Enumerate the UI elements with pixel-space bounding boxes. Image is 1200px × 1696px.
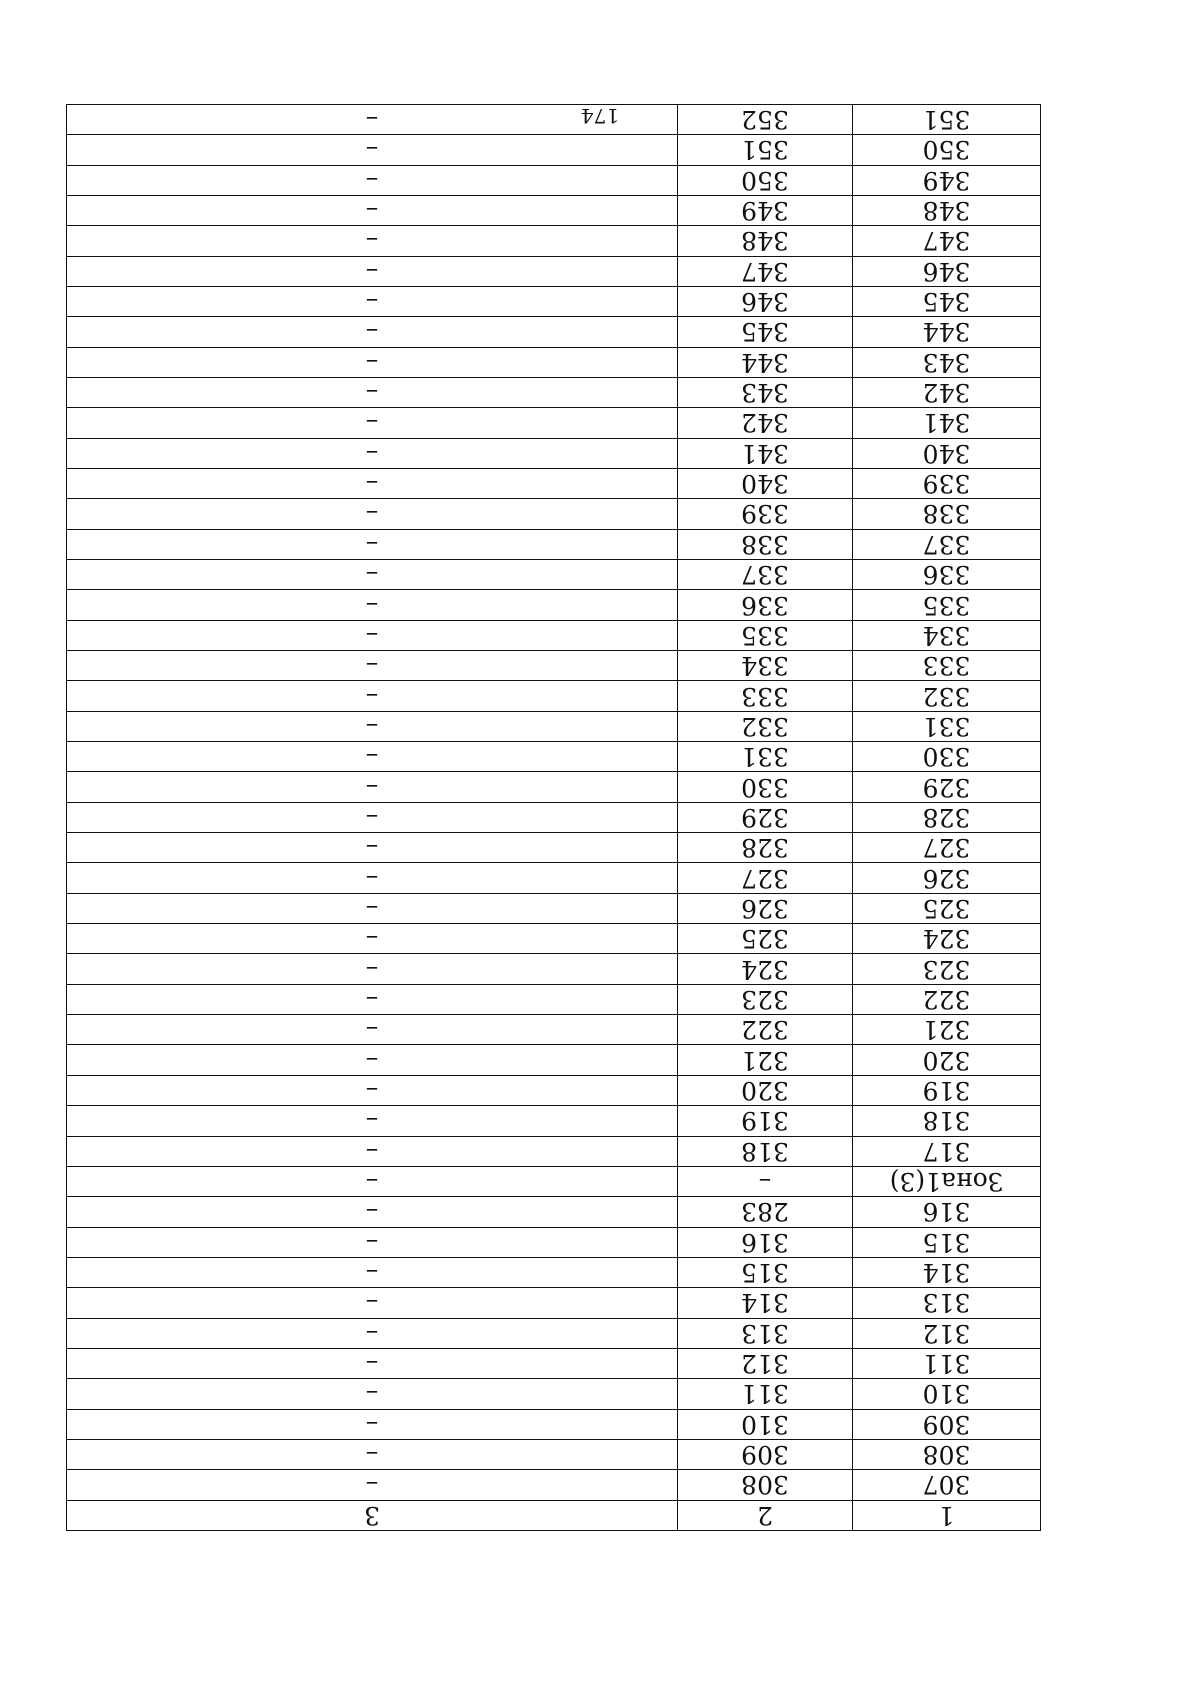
table-row	[67, 286, 1040, 316]
table-cell-col1: 349	[852, 166, 1040, 195]
table-cell-col2: 313	[677, 1319, 852, 1348]
table-cell-col3: –	[365, 863, 379, 893]
table-cell-col1: 309	[852, 1410, 1040, 1439]
table-cell-col3: –	[365, 196, 379, 226]
table-cell-col2: 351	[677, 135, 852, 164]
table-row	[67, 1348, 1040, 1378]
table-cell-col2: 320	[677, 1076, 852, 1105]
table-row	[67, 680, 1040, 710]
table-cell-col2: 346	[677, 287, 852, 316]
table-row	[67, 529, 1040, 559]
table-cell-col3: –	[365, 1045, 379, 1075]
table-cell-col3: –	[365, 1409, 379, 1439]
table-cell-col1: 307	[852, 1470, 1040, 1499]
table-cell-col3: –	[365, 165, 379, 195]
data-table	[66, 104, 1041, 1531]
table-cell-col1: 325	[852, 894, 1040, 923]
table-cell-col3: –	[365, 833, 379, 863]
table-cell-col2: 328	[677, 833, 852, 862]
table-cell-col1: 350	[852, 135, 1040, 164]
table-cell-col3: –	[365, 1015, 379, 1045]
table-row	[67, 134, 1040, 164]
table-cell-col2: 334	[677, 651, 852, 680]
table-row	[67, 1287, 1040, 1317]
table-row	[67, 256, 1040, 286]
table-cell-col1: 329	[852, 772, 1040, 801]
table-cell-col1: 333	[852, 651, 1040, 680]
table-body	[67, 105, 1040, 1530]
table-cell-col3: –	[365, 408, 379, 438]
table-cell-col3: –	[365, 256, 379, 286]
table-cell-col2: 322	[677, 1015, 852, 1044]
table-cell-col2: 333	[677, 681, 852, 710]
table-cell-col2: 325	[677, 924, 852, 953]
table-cell-col3: –	[365, 1349, 379, 1379]
table-cell-col3: –	[365, 105, 379, 135]
table-cell-col3: –	[365, 1136, 379, 1166]
table-cell-col2: 349	[677, 196, 852, 225]
table-cell-col3: –	[365, 226, 379, 256]
table-row	[67, 195, 1040, 225]
table-cell-col1: 317	[852, 1137, 1040, 1166]
table-cell-col1: 322	[852, 985, 1040, 1014]
table-row	[67, 1469, 1040, 1499]
table-cell-col2: 337	[677, 560, 852, 589]
table-cell-col1: 346	[852, 257, 1040, 286]
table-cell-col1: 339	[852, 469, 1040, 498]
table-cell-col1: 310	[852, 1379, 1040, 1408]
table-cell-col3: –	[365, 438, 379, 468]
table-cell-col1: 328	[852, 803, 1040, 832]
table-row	[67, 862, 1040, 892]
table-cell-col1: 324	[852, 924, 1040, 953]
table-row	[67, 225, 1040, 255]
table-cell-col3: –	[365, 590, 379, 620]
table-cell-col1: 334	[852, 621, 1040, 650]
table-cell-col1: 327	[852, 833, 1040, 862]
table-row	[67, 316, 1040, 346]
table-cell-col1: 331	[852, 712, 1040, 741]
table-row	[67, 347, 1040, 377]
table-cell-col2: 309	[677, 1440, 852, 1469]
table-cell-col3: –	[365, 1288, 379, 1318]
table-cell-col2: 338	[677, 530, 852, 559]
header-cell-3: 3	[364, 1500, 380, 1530]
table-row	[67, 468, 1040, 498]
table-row	[67, 1014, 1040, 1044]
table-cell-col3: –	[365, 742, 379, 772]
table-row	[67, 1378, 1040, 1408]
table-row	[67, 438, 1040, 468]
table-cell-col2: 310	[677, 1410, 852, 1439]
table-row	[67, 498, 1040, 528]
table-cell-col2: 335	[677, 621, 852, 650]
table-cell-col2: 342	[677, 408, 852, 437]
table-cell-col2: 343	[677, 378, 852, 407]
table-cell-col1: 315	[852, 1228, 1040, 1257]
table-row	[67, 1136, 1040, 1166]
table-cell-col2: 323	[677, 985, 852, 1014]
table-row	[67, 893, 1040, 923]
table-cell-col1: 318	[852, 1106, 1040, 1135]
table-cell-col3: –	[365, 984, 379, 1014]
table-cell-col3: –	[365, 681, 379, 711]
table-cell-col1: 330	[852, 742, 1040, 771]
table-cell-col3: –	[365, 954, 379, 984]
table-cell-col1: 332	[852, 681, 1040, 710]
table-cell-col3: –	[365, 469, 379, 499]
table-row	[67, 1409, 1040, 1439]
table-cell-col3: –	[365, 378, 379, 408]
table-row	[67, 953, 1040, 983]
table-cell-col2: 348	[677, 226, 852, 255]
table-header-row	[67, 1500, 1040, 1530]
table-cell-col3: –	[365, 772, 379, 802]
table-row	[67, 407, 1040, 437]
table-cell-col1: 337	[852, 530, 1040, 559]
table-cell-col3: –	[365, 1318, 379, 1348]
table-cell-col3: –	[365, 651, 379, 681]
table-row	[67, 589, 1040, 619]
table-cell-col3: –	[365, 529, 379, 559]
table-row	[67, 711, 1040, 741]
table-row	[67, 1166, 1040, 1196]
table-row	[67, 1227, 1040, 1257]
table-cell-col2: 315	[677, 1258, 852, 1287]
table-cell-col1: 348	[852, 196, 1040, 225]
table-cell-col1: 326	[852, 863, 1040, 892]
header-cell-2: 2	[677, 1501, 852, 1530]
table-cell-col2: 324	[677, 954, 852, 983]
page-number: 174	[580, 104, 620, 128]
table-cell-col1: 347	[852, 226, 1040, 255]
table-cell-col3: –	[365, 1197, 379, 1227]
table-cell-col3: –	[365, 893, 379, 923]
table-cell-col3: –	[365, 1167, 379, 1197]
table-row	[67, 650, 1040, 680]
table-cell-col3: –	[365, 1258, 379, 1288]
table-cell-col3: –	[365, 499, 379, 529]
table-cell-col1: 316	[852, 1197, 1040, 1226]
table-cell-col1: 313	[852, 1288, 1040, 1317]
table-cell-col2: 329	[677, 803, 852, 832]
table-row	[67, 620, 1040, 650]
table-cell-col3: –	[365, 560, 379, 590]
table-cell-col3: –	[365, 347, 379, 377]
table-cell-col3: –	[365, 1106, 379, 1136]
table-cell-col1: 345	[852, 287, 1040, 316]
table-row	[67, 559, 1040, 589]
table-cell-col2: 312	[677, 1349, 852, 1378]
table-cell-col2: 340	[677, 469, 852, 498]
table-cell-col3: –	[365, 802, 379, 832]
table-cell-col2: 341	[677, 439, 852, 468]
table-cell-col3: –	[365, 924, 379, 954]
table-row	[67, 1075, 1040, 1105]
table-cell-col2: 344	[677, 348, 852, 377]
table-cell-col1: 343	[852, 348, 1040, 377]
table-row	[67, 1105, 1040, 1135]
table-row	[67, 1045, 1040, 1075]
table-row	[67, 1439, 1040, 1469]
table-cell-col2: 316	[677, 1228, 852, 1257]
table-cell-col2: 350	[677, 166, 852, 195]
table-cell-col1: 323	[852, 954, 1040, 983]
table-cell-col2: 347	[677, 257, 852, 286]
table-cell-col3: –	[365, 1379, 379, 1409]
table-row	[67, 1196, 1040, 1226]
table-cell-col2: 326	[677, 894, 852, 923]
table-cell-col1: 319	[852, 1076, 1040, 1105]
table-cell-col1: 320	[852, 1046, 1040, 1075]
table-cell-col1: 351	[852, 105, 1040, 134]
table-cell-col2: 345	[677, 317, 852, 346]
table-cell-col3: –	[365, 317, 379, 347]
table-cell-col3: –	[365, 135, 379, 165]
table-row	[67, 1318, 1040, 1348]
table-row	[67, 802, 1040, 832]
table-cell-col1: 321	[852, 1015, 1040, 1044]
table-row	[67, 984, 1040, 1014]
table-cell-col1: 312	[852, 1319, 1040, 1348]
table-cell-col2: 327	[677, 863, 852, 892]
table-cell-col1: 314	[852, 1258, 1040, 1287]
table-cell-col3: –	[365, 1227, 379, 1257]
table-cell-col2: 283	[677, 1197, 852, 1226]
table-cell-col2: 352	[677, 105, 852, 134]
table-cell-col2: 330	[677, 772, 852, 801]
table-cell-col2: 308	[677, 1470, 852, 1499]
table-row	[67, 832, 1040, 862]
table-cell-col3: –	[365, 711, 379, 741]
table-cell-col2: 339	[677, 499, 852, 528]
table-cell-col2: 311	[677, 1379, 852, 1408]
table-cell-col2: 331	[677, 742, 852, 771]
table-cell-col1: 311	[852, 1349, 1040, 1378]
header-cell-1: 1	[852, 1501, 1040, 1530]
table-cell-col3: –	[365, 1470, 379, 1500]
table-cell-col1: 336	[852, 560, 1040, 589]
table-cell-col2: 318	[677, 1137, 852, 1166]
table-row	[67, 923, 1040, 953]
table-cell-col2: –	[677, 1167, 852, 1196]
table-cell-col3: –	[365, 1440, 379, 1470]
table-row	[67, 771, 1040, 801]
table-cell-col2: 319	[677, 1106, 852, 1135]
table-cell-col2: 321	[677, 1046, 852, 1075]
table-cell-col1: 342	[852, 378, 1040, 407]
table-cell-col1: 335	[852, 590, 1040, 619]
table-row	[67, 1257, 1040, 1287]
table-cell-col1: 341	[852, 408, 1040, 437]
table-cell-col3: –	[365, 620, 379, 650]
table-cell-col2: 314	[677, 1288, 852, 1317]
table-cell-col1: 338	[852, 499, 1040, 528]
table-row	[67, 741, 1040, 771]
table-cell-col2: 336	[677, 590, 852, 619]
table-cell-col1: 340	[852, 439, 1040, 468]
table-cell-col1: Зона1(3)	[852, 1167, 1040, 1196]
table-cell-col1: 308	[852, 1440, 1040, 1469]
table-row	[67, 377, 1040, 407]
table-cell-col3: –	[365, 1076, 379, 1106]
table-cell-col2: 332	[677, 712, 852, 741]
table-cell-col3: –	[365, 287, 379, 317]
table-row	[67, 165, 1040, 195]
table-cell-col1: 344	[852, 317, 1040, 346]
